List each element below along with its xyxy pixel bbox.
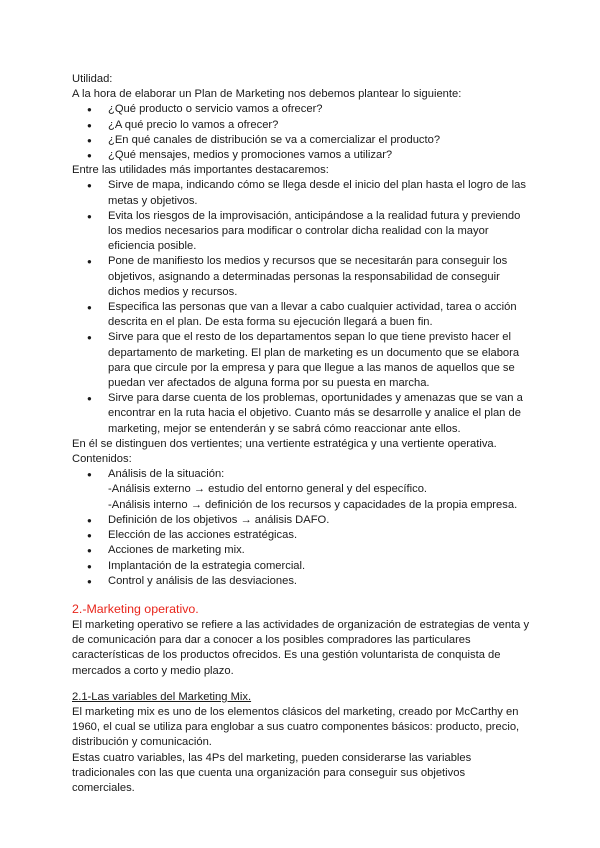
questions-list — [72, 102, 530, 163]
list-item: ● Elección de las acciones estratégicas. — [72, 528, 530, 543]
list-item: ● Sirve para que el resto de los departamentos sepan lo que tiene previsto hacer el departamento de marketing. El plan de marketing es un documento que se elabora para que circule por la empresa y para que llegue a las manos de aquellos que se puedan ver afectados de alguna forma por su puesta en marcha. — [72, 330, 530, 391]
analisis-externo: -Análisis externo → estudio del entorno general y del específico. — [108, 483, 428, 496]
list-item: ● ¿A qué precio lo vamos a ofrecer? — [72, 118, 530, 133]
section-heading-variables: 2.1-Las variables del Marketing Mix. — [72, 690, 252, 703]
list-item: ● Implantación de la estrategia comercial. — [72, 559, 530, 574]
document-page — [72, 72, 530, 796]
list-item: ● ¿Qué mensajes, medios y promociones vamos a utilizar? — [72, 148, 530, 163]
utilidad-intro: A la hora de elaborar un Plan de Marketing nos debemos plantear lo siguiente: — [72, 88, 462, 101]
list-item: ● Especifica las personas que van a llevar a cabo cualquier actividad, tarea o acción descrita en el plan. De esta forma su ejecución llegará a buen fin. — [72, 300, 530, 330]
vertientes-text: En él se distinguen dos vertientes; una vertiente estratégica y una vertiente operativa. — [72, 437, 497, 450]
list-item: ● Pone de manifiesto los medios y recursos que se necesitarán para conseguir los objetivos, asignando a determinadas personas la responsabilidad de conseguir dichos medios y recursos. — [72, 254, 530, 300]
list-item: ● Evita los riesgos de la improvisación, anticipándose a la realidad futura y previendo los medios necesarios para modificar o controlar dicha realidad con la mayor eficiencia posible. — [72, 209, 530, 255]
marketing-operativo-body: El marketing operativo se refiere a las actividades de organización de estrategias de venta y de comunicación para dar a conocer a los posibles compradores las particulares características de los productos ofrecidos. Es una gestión voluntarista de conquista de mercados a corto y medio plazo. — [72, 618, 530, 677]
variables-paragraph-2: Estas cuatro variables, las 4Ps del marketing, pueden considerarse las variables tradicionales con las que cuenta una organización para conseguir sus objetivos comerciales. — [72, 751, 472, 794]
analisis-title: ● Análisis de la situación: — [108, 468, 225, 481]
contenidos-list — [72, 467, 530, 589]
utilities-list — [72, 178, 530, 436]
list-item: ● Sirve para darse cuenta de los problemas, oportunidades y amenazas que se van a encontrar en la ruta hacia el objetivo. Cuanto más se desarrolle y analice el plan de marketing, mejor se entenderán y se sabrá cómo reaccionar ante ellos. — [72, 391, 530, 437]
list-item: ● Sirve de mapa, indicando cómo se llega desde el inicio del plan hasta el logro de las metas y objetivos. — [72, 178, 530, 208]
analisis-interno: -Análisis interno → definición de los recursos y capacidades de la propia empresa. — [108, 498, 518, 511]
list-item: ● ¿En qué canales de distribución se va a comercializar el producto? — [72, 133, 530, 148]
section-heading-marketing-operativo: 2.-Marketing operativo. — [72, 601, 199, 616]
contenidos-title: Contenidos: — [72, 453, 132, 466]
list-item: ● Control y análisis de las desviaciones. — [72, 574, 530, 589]
list-item: ● ¿Qué producto o servicio vamos a ofrecer? — [72, 102, 530, 117]
list-item — [72, 467, 530, 513]
utilidad-title: Utilidad: — [72, 73, 113, 85]
utilities-intro: Entre las utilidades más importantes destacaremos: — [72, 164, 329, 177]
list-item: ● Acciones de marketing mix. — [72, 543, 530, 558]
list-item: ● Definición de los objetivos → análisis DAFO. — [72, 513, 530, 528]
variables-paragraph-1: El marketing mix es uno de los elementos clásicos del marketing, creado por McCarthy en 1960, el cual se utiliza para englobar a sus cuatro componentes básicos: producto, precio, distribución y comunicación. — [72, 705, 520, 749]
